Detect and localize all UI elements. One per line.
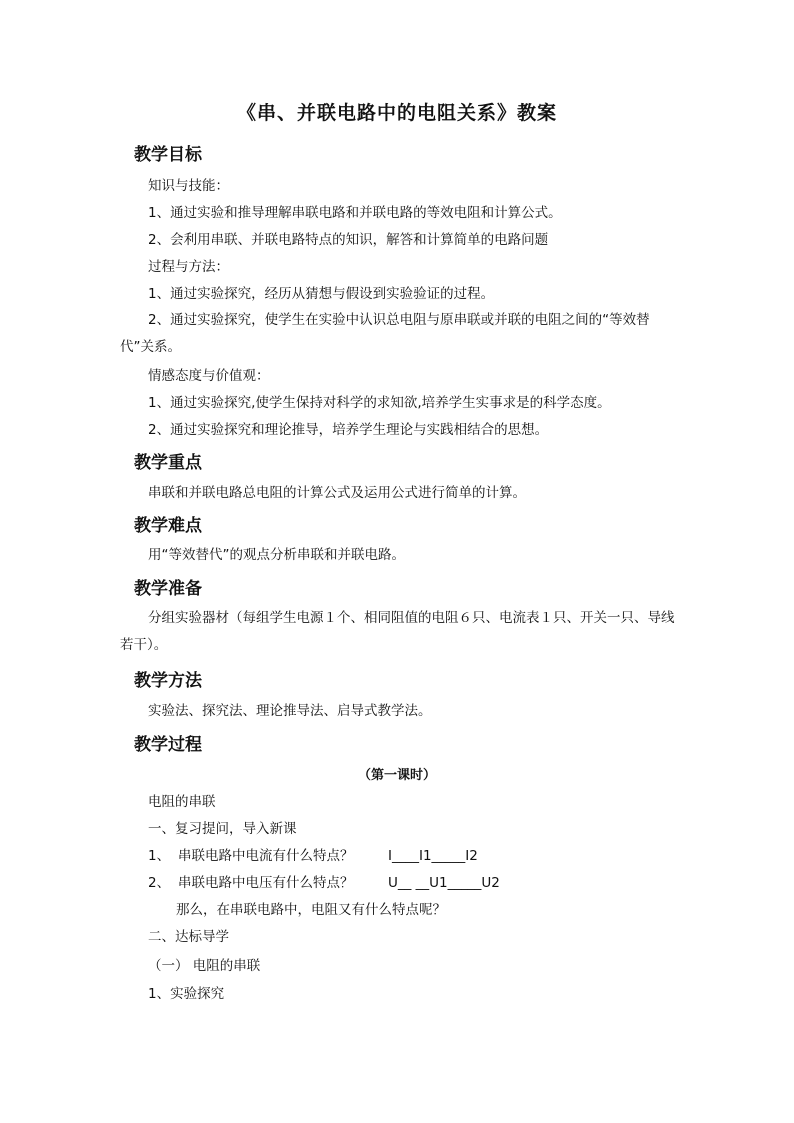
section-heading-methods: 教学方法 <box>134 671 202 691</box>
question-number: 2、 <box>148 875 171 891</box>
answer-blank: I____I1_____I2 <box>388 848 478 864</box>
section-heading-process: 教学过程 <box>134 735 202 755</box>
section-heading-preparation: 教学准备 <box>134 579 202 599</box>
paragraph: 1、通过实验探究,使学生保持对科学的求知欲,培养学生实事求是的科学态度。 <box>148 395 611 411</box>
question-row <box>148 846 478 866</box>
paragraph: 2、通过实验探究，使学生在实验中认识总电阻与原串联或并联的电阻之间的“等效替代”关系。 <box>120 312 650 355</box>
section-heading-difficulties: 教学难点 <box>134 516 202 536</box>
paragraph: 那么，在串联电路中，电阻又有什么特点呢？ <box>176 902 446 918</box>
paragraph: 串联和并联电路总电阻的计算公式及运用公式进行简单的计算。 <box>148 485 526 501</box>
knowledge-label: 知识与技能： <box>148 178 229 194</box>
paragraph: 实验法、探究法、理论推导法、启导式教学法。 <box>148 703 432 719</box>
paragraph: 1、通过实验和推导理解串联电路和并联电路的等效电阻和计算公式。 <box>148 205 562 221</box>
paragraph: 分组实验器材（每组学生电源１个、相同阻值的电阻６只、电流表１只、开关一只、导线若干）。 <box>120 610 675 653</box>
process-label: 过程与方法： <box>148 259 229 275</box>
list-item: 1、实验探究 <box>148 986 225 1002</box>
section-heading-objectives: 教学目标 <box>134 145 202 165</box>
sub-heading: （一） 电阻的串联 <box>148 958 261 974</box>
paragraph: 用“等效替代”的观点分析串联和并联电路。 <box>148 547 405 563</box>
step-heading: 一、复习提问，导入新课 <box>148 821 297 837</box>
lesson-label: （第一课时） <box>357 768 436 783</box>
question-row <box>148 873 500 893</box>
paragraph: 2、通过实验探究和理论推导，培养学生理论与实践相结合的思想。 <box>148 422 549 438</box>
topic-label: 电阻的串联 <box>148 794 216 810</box>
attitude-label: 情感态度与价值观： <box>148 368 270 384</box>
question-text: 串联电路中电压有什么特点？ <box>178 875 354 891</box>
paragraph: 1、通过实验探究，经历从猜想与假设到实验验证的过程。 <box>148 286 495 302</box>
section-heading-key-points: 教学重点 <box>134 453 202 473</box>
question-text: 串联电路中电流有什么特点？ <box>178 848 354 864</box>
answer-blank: U__ __U1_____U2 <box>388 875 500 891</box>
step-heading: 二、达标导学 <box>148 929 229 945</box>
question-number: 1、 <box>148 848 171 864</box>
paragraph: 2、会利用串联、并联电路特点的知识，解答和计算简单的电路问题 <box>148 232 549 248</box>
page-title: 《串、并联电路中的电阻关系》教案 <box>236 102 557 124</box>
